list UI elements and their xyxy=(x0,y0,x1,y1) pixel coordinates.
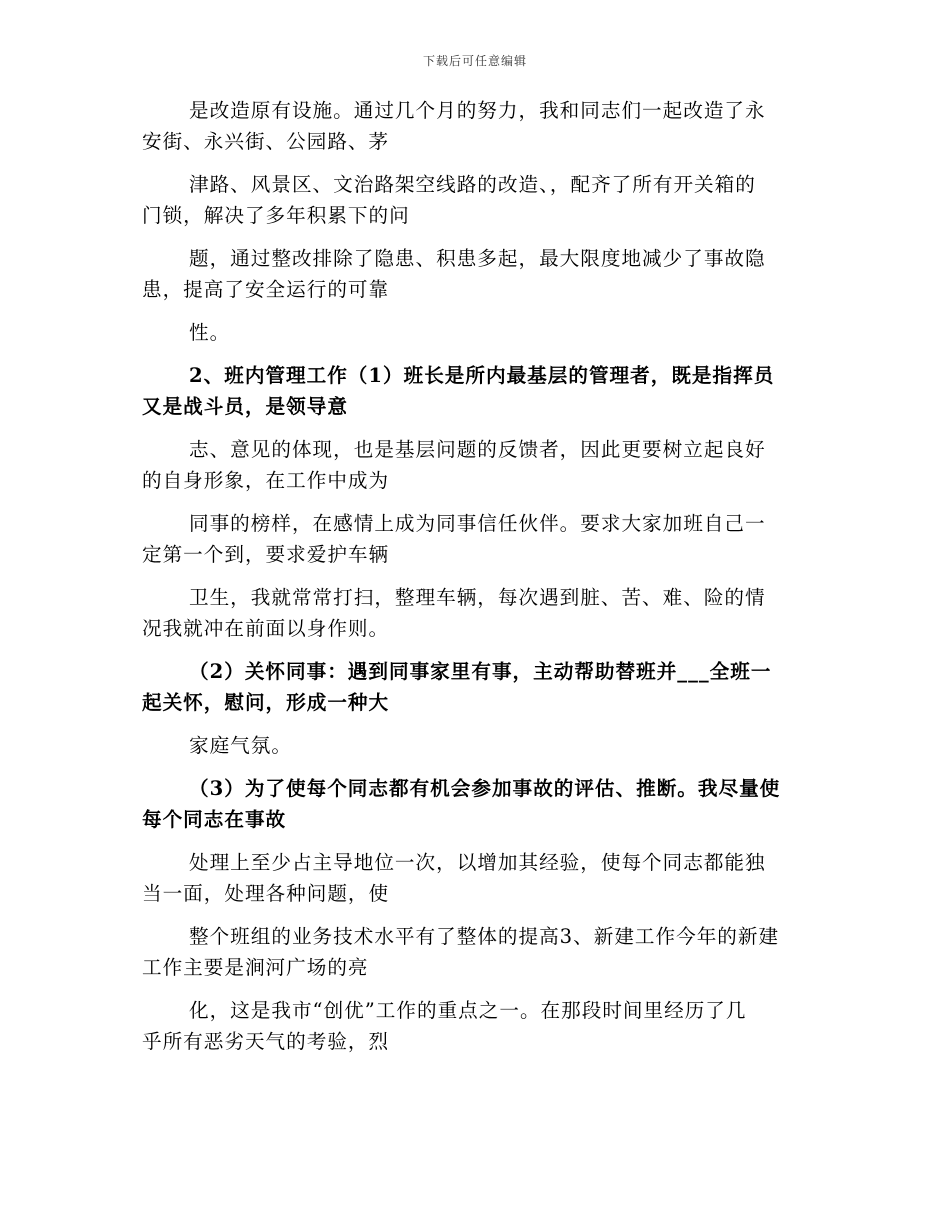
document-body xyxy=(142,95,822,1069)
paragraph-heading xyxy=(142,773,822,835)
text-line: 2、班内管理工作（1）班长是所内最基层的管理者，既是指挥员 xyxy=(189,364,775,387)
text-line: 又是战斗员，是领导意 xyxy=(142,395,348,418)
text-line: 处理上至少占主导地位一次，以增加其经验，使每个同志都能独 xyxy=(189,851,766,874)
paragraph xyxy=(142,434,822,496)
text-line: 起关怀，慰问，形成一种大 xyxy=(142,691,390,714)
text-line: 患，提高了安全运行的可靠 xyxy=(142,278,390,301)
text-line: 每个同志在事故 xyxy=(142,808,287,831)
page-header: 下载后可任意编辑 xyxy=(422,54,527,68)
text-line: 整个班组的业务技术水平有了整体的提高3、新建工作今年的新建 xyxy=(189,925,780,948)
paragraph xyxy=(142,169,822,231)
text-line: 卫生，我就常常打扫，整理车辆，每次遇到脏、苦、难、险的情 xyxy=(189,586,766,609)
text-line: 志、意见的体现，也是基层问题的反馈者，因此更要树立起良好 xyxy=(189,438,766,461)
paragraph xyxy=(142,847,822,909)
paragraph xyxy=(142,921,822,983)
paragraph xyxy=(142,730,822,761)
paragraph-heading xyxy=(142,360,822,422)
text-line: 乎所有恶劣天气的考验，烈 xyxy=(142,1030,390,1053)
text-line: 同事的榜样，在感情上成为同事信任伙伴。要求大家加班自己一 xyxy=(189,512,766,535)
text-line: 当一面，处理各种问题，使 xyxy=(142,882,390,905)
text-line: 安街、永兴街、公园路、茅 xyxy=(142,130,390,153)
text-line: 门锁，解决了多年积累下的问 xyxy=(142,204,410,227)
paragraph xyxy=(142,582,822,644)
paragraph xyxy=(142,317,822,348)
paragraph xyxy=(142,95,822,157)
text-line: 津路、风景区、文治路架空线路的改造、，配齐了所有开关箱的 xyxy=(189,173,756,196)
text-line: （2）关怀同事：遇到同事家里有事，主动帮助替班并___全班一 xyxy=(189,660,772,683)
text-line: 家庭气氛。 xyxy=(189,734,292,757)
text-line: 化，这是我市“创优”工作的重点之一。在那段时间里经历了几 xyxy=(189,999,747,1022)
text-line: 工作主要是涧河广场的亮 xyxy=(142,956,369,979)
paragraph xyxy=(142,995,822,1057)
text-line: 是改造原有设施。通过几个月的努力，我和同志们一起改造了永 xyxy=(189,99,766,122)
text-line: 的自身形象，在工作中成为 xyxy=(142,469,390,492)
text-line: （3）为了使每个同志都有机会参加事故的评估、推断。我尽量使 xyxy=(189,777,781,800)
paragraph xyxy=(142,243,822,305)
text-line: 性。 xyxy=(189,321,231,344)
paragraph xyxy=(142,508,822,570)
text-line: 况我就冲在前面以身作则。 xyxy=(142,617,390,640)
text-line: 定第一个到，要求爱护车辆 xyxy=(142,543,390,566)
paragraph-heading xyxy=(142,656,822,718)
text-line: 题，通过整改排除了隐患、积患多起，最大限度地减少了事故隐 xyxy=(189,247,766,270)
